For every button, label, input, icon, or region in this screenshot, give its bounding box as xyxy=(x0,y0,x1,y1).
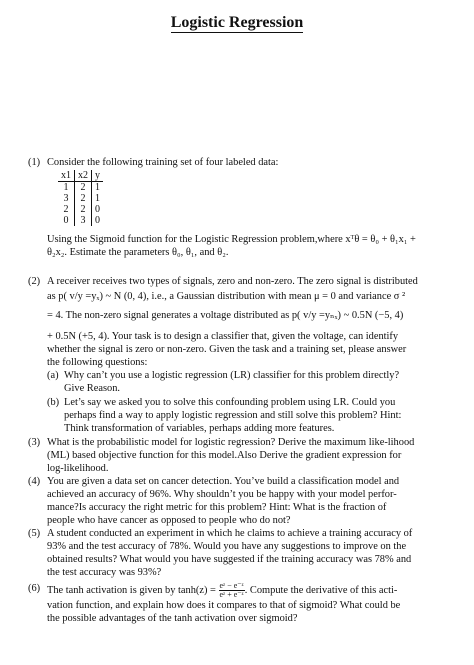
table-cell: 0 xyxy=(95,204,100,215)
q2b-label: (b) xyxy=(47,397,60,408)
table-row xyxy=(58,182,103,194)
q2-line: the following questions: xyxy=(47,357,148,368)
q3-line: (ML) based objective function for this model.Also Derive the gradient expression for xyxy=(47,450,402,461)
tanh-fraction xyxy=(219,582,245,599)
q4-line: mance?Is accuracy the right metric for this problem? Hint: What is the fraction of xyxy=(47,502,387,513)
q4-number: (4) xyxy=(28,476,41,487)
table-cell: 2 xyxy=(75,182,92,194)
table-row xyxy=(58,204,103,215)
q6-line3: the possible advantages of the tanh activation over sigmoid? xyxy=(47,613,298,624)
table-header: y xyxy=(92,170,104,182)
q2-number: (2) xyxy=(28,276,41,287)
table-cell: 0 xyxy=(95,215,100,226)
page-title: Logistic Regression xyxy=(170,14,304,31)
q5-number: (5) xyxy=(28,528,41,539)
table-header: x2 xyxy=(75,170,92,182)
q2-line: A receiver receives two types of signals, zero and non-zero. The zero signal is distributed xyxy=(47,276,418,287)
q1-number: (1) xyxy=(28,157,41,168)
table-cell: 2 xyxy=(75,204,92,215)
table-cell: 0 xyxy=(58,215,75,226)
q2-line: + 0.5N (+5, 4). Your task is to design a classifier that, given the voltage, can identify xyxy=(47,331,399,342)
q2b-line: Let’s say we asked you to solve this confounding problem using LR. Could you xyxy=(64,397,396,408)
q6-line2: vation function, and explain how does it compares to that of sigmoid? What could be xyxy=(47,600,401,611)
q2-line: as p( v/y =yₓ) ~ N (0, 4), i.e., a Gaussian distribution with mean μ = 0 and variance σ ² xyxy=(47,291,406,302)
table-cell: 2 xyxy=(58,204,75,215)
q2-line: = 4. The non-zero signal generates a voltage distributed as p( v/y =yₙₓ) ~ 0.5N (−5, 4) xyxy=(47,310,404,321)
q1-line3: θ₂x₂. Estimate the parameters θ₀, θ₁, and θ₂. xyxy=(47,247,229,258)
q1-line1: Consider the following training set of four labeled data: xyxy=(47,157,279,168)
q2-line: whether the signal is zero or non-zero. Given the task and a training set, please answer xyxy=(47,344,407,355)
q4-line: achieved an accuracy of 96%. Why shouldn’t you be happy with your model perfor- xyxy=(47,489,397,500)
table-cell: 3 xyxy=(75,215,92,226)
q5-line: the test accuracy was 93%? xyxy=(47,567,162,578)
q2a-label: (a) xyxy=(47,370,59,381)
q6-number: (6) xyxy=(28,583,41,594)
q4-line: people who have cancer as opposed to people who do not? xyxy=(47,515,291,526)
table-cell: 1 xyxy=(95,193,100,204)
fraction-numerator: eᶻ − e⁻ᶻ xyxy=(219,581,244,590)
table-cell: 2 xyxy=(75,193,92,204)
q2b-line: perhaps find a way to apply logistic regression and still solve this problem? Hint: xyxy=(64,410,402,421)
q3-line: log-likelihood. xyxy=(47,463,109,474)
q6-line1-pre: The tanh activation is given by tanh(z) = xyxy=(47,584,216,596)
table-cell: 3 xyxy=(58,193,75,204)
table-header: x1 xyxy=(58,170,75,182)
q3-line: What is the probabilistic model for logistic regression? Derive the maximum like-lihood xyxy=(47,437,415,448)
q5-line: obtained results? What would you have suggested if the training accuracy was 78% and xyxy=(47,554,412,565)
q4-line: You are given a data set on cancer detection. You’ve build a classification model and xyxy=(47,476,400,487)
q3-number: (3) xyxy=(28,437,41,448)
table-cell: 1 xyxy=(95,182,100,193)
q6-line1 xyxy=(47,582,397,599)
q1-data-table xyxy=(58,170,103,226)
q6-line1-post: . Compute the derivative of this acti- xyxy=(244,584,398,596)
table-cell: 1 xyxy=(58,182,75,194)
fraction-denominator: eᶻ + e⁻ᶻ xyxy=(219,590,244,599)
q5-line: A student conducted an experiment in which he claims to achieve a training accuracy of xyxy=(47,528,413,539)
q2b-line: Think transformation of variables, perhaps adding more features. xyxy=(64,423,335,434)
q1-line2: Using the Sigmoid function for the Logistic Regression problem,where xᵀθ = θ₀ + θ₁x₁ + xyxy=(47,234,416,245)
table-row xyxy=(58,215,103,226)
table-row xyxy=(58,193,103,204)
q2a-line: Why can’t you use a logistic regression (LR) classifier for this problem directly? xyxy=(64,370,400,381)
q5-line: 93% and the test accuracy of 78%. Would you have any suggestions to improve on the xyxy=(47,541,407,552)
q2a-line: Give Reason. xyxy=(64,383,120,394)
